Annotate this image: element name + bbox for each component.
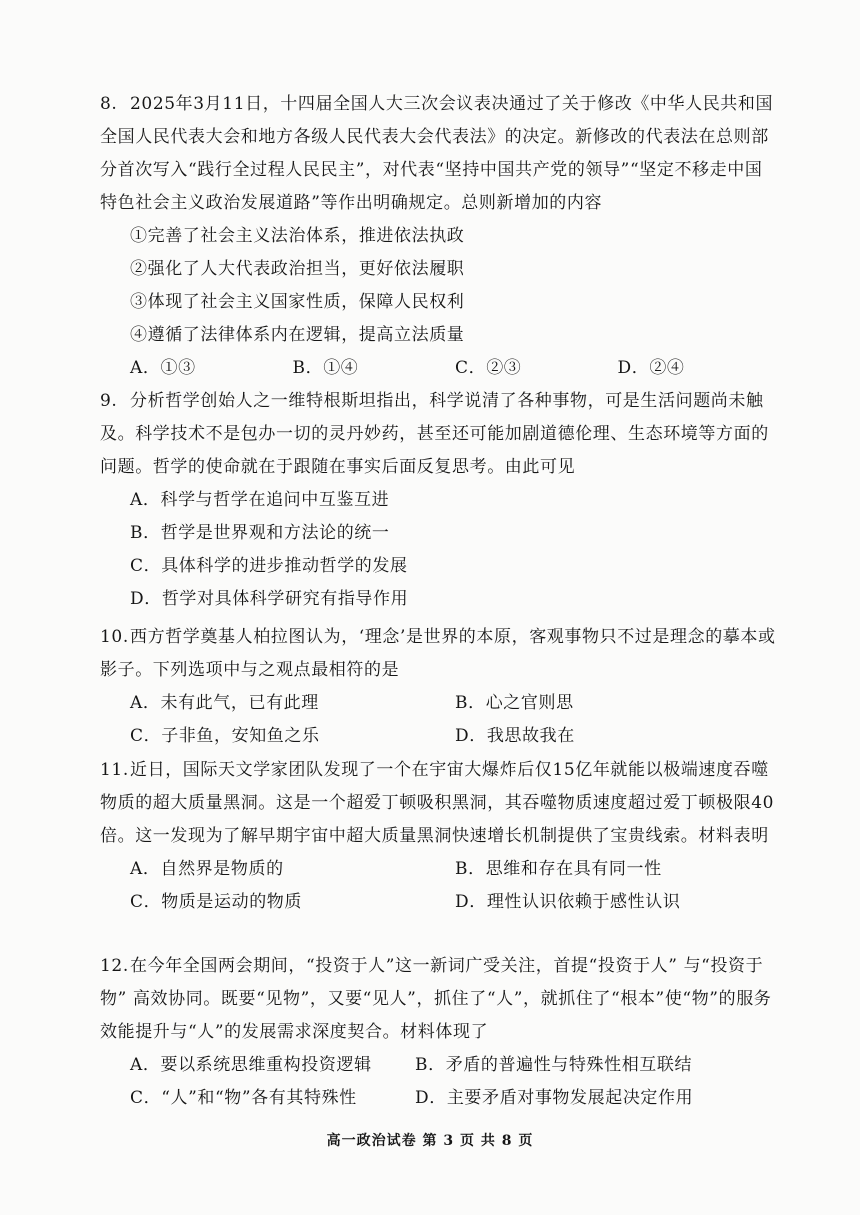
option-c: C．②③	[455, 358, 522, 378]
option-a: A．未有此气，已有此理	[130, 693, 319, 713]
statement-2: ②强化了人大代表政治担当，更好依法履职	[130, 259, 465, 279]
question-10	[100, 621, 780, 753]
option-b: B．思维和存在具有同一性	[455, 859, 662, 879]
option-d: D．理性认识依赖于感性认识	[455, 892, 681, 912]
options-row-2	[100, 1082, 780, 1115]
question-number: 12.	[100, 956, 129, 976]
options-row-1	[100, 853, 780, 886]
options-row-1	[100, 687, 780, 720]
option-d: D．主要矛盾对事物发展起决定作用	[415, 1088, 694, 1108]
option-a: A．自然界是物质的	[130, 859, 284, 879]
option-d: D．我思故我在	[455, 726, 575, 746]
question-8-stem-wrap	[100, 88, 780, 220]
question-12	[100, 950, 780, 1115]
options-row-2	[100, 886, 780, 919]
question-11-stem-wrap	[100, 754, 780, 853]
question-number: 9.	[100, 391, 118, 411]
question-number: 8.	[100, 94, 118, 114]
question-stem: 分析哲学创始人之一维特根斯坦指出，科学说清了各种事物，可是生活问题尚未触及。科学技术不是包办一切的灵丹妙药，甚至还可能加剧道德伦理、生态环境等方面的问题。哲学的使命就在于跟随在事实后面反复思考。由此可见	[100, 391, 769, 477]
option-a: A．①③	[130, 358, 196, 378]
option-d: D．哲学对具体科学研究有指导作用	[130, 589, 409, 609]
options-row-2	[100, 720, 780, 753]
option-c: C．子非鱼，安知鱼之乐	[130, 726, 320, 746]
question-10-stem-wrap	[100, 621, 780, 687]
question-stem: 在今年全国两会期间，“投资于人”这一新词广受关注，首提“投资于人” 与“投资于物” 高效协同。既要“见物”，又要“见人”，抓住了“人”，就抓住了“根本”使“物”的服务效能提升与“人”的发展需求深度契合。材料体现了	[100, 956, 772, 1042]
option-b: B．①④	[292, 358, 359, 378]
question-11	[100, 754, 780, 919]
statement-4: ④遵循了法律体系内在逻辑，提高立法质量	[130, 325, 465, 345]
question-9	[100, 385, 780, 616]
page-footer: 高一政治试卷 第 3 页 共 8 页	[326, 1133, 534, 1149]
option-c: C．“人”和“物”各有其特殊性	[130, 1088, 357, 1108]
question-9-stem-wrap	[100, 385, 780, 484]
option-b: B．矛盾的普遍性与特殊性相互联结	[415, 1055, 693, 1075]
option-c: C．物质是运动的物质	[130, 892, 303, 912]
statement-1: ①完善了社会主义法治体系，推进依法执政	[130, 226, 465, 246]
question-number: 11.	[100, 760, 129, 780]
options-row-1	[100, 1049, 780, 1082]
option-b: B．哲学是世界观和方法论的统一	[130, 523, 390, 543]
statement-3: ③体现了社会主义国家性质，保障人民权利	[130, 292, 465, 312]
question-stem: 西方哲学奠基人柏拉图认为，‘理念’是世界的本原，客观事物只不过是理念的摹本或影子。下列选项中与之观点最相符的是	[100, 627, 776, 680]
question-stem: 近日，国际天文学家团队发现了一个在宇宙大爆炸后仅15亿年就能以极端速度吞噬物质的超大质量黑洞。这是一个超爱丁顿吸积黑洞，其吞噬物质速度超过爱丁顿极限40倍。这一发现为了解早期宇宙中超大质量黑洞快速增长机制提供了宝贵线索。材料表明	[100, 760, 775, 846]
option-a: A．要以系统思维重构投资逻辑	[130, 1055, 372, 1075]
option-a: A．科学与哲学在追问中互鉴互进	[130, 490, 390, 510]
question-number: 10.	[100, 627, 129, 647]
question-12-stem-wrap	[100, 950, 780, 1049]
option-b: B．心之官则思	[455, 693, 574, 713]
option-d: D．②④	[617, 358, 685, 378]
option-c: C．具体科学的进步推动哲学的发展	[130, 556, 408, 576]
question-8	[100, 88, 780, 385]
options-row	[100, 352, 780, 385]
question-stem: 2025年3月11日，十四届全国人大三次会议表决通过了关于修改《中华人民共和国全国人民代表大会和地方各级人民代表大会代表法》的决定。新修改的代表法在总则部分首次写入“践行全过程人民民主”，对代表“坚持中国共产党的领导”“坚定不移走中国特色社会主义政治发展道路”等作出明确规定。总则新增加的内容	[100, 94, 774, 213]
